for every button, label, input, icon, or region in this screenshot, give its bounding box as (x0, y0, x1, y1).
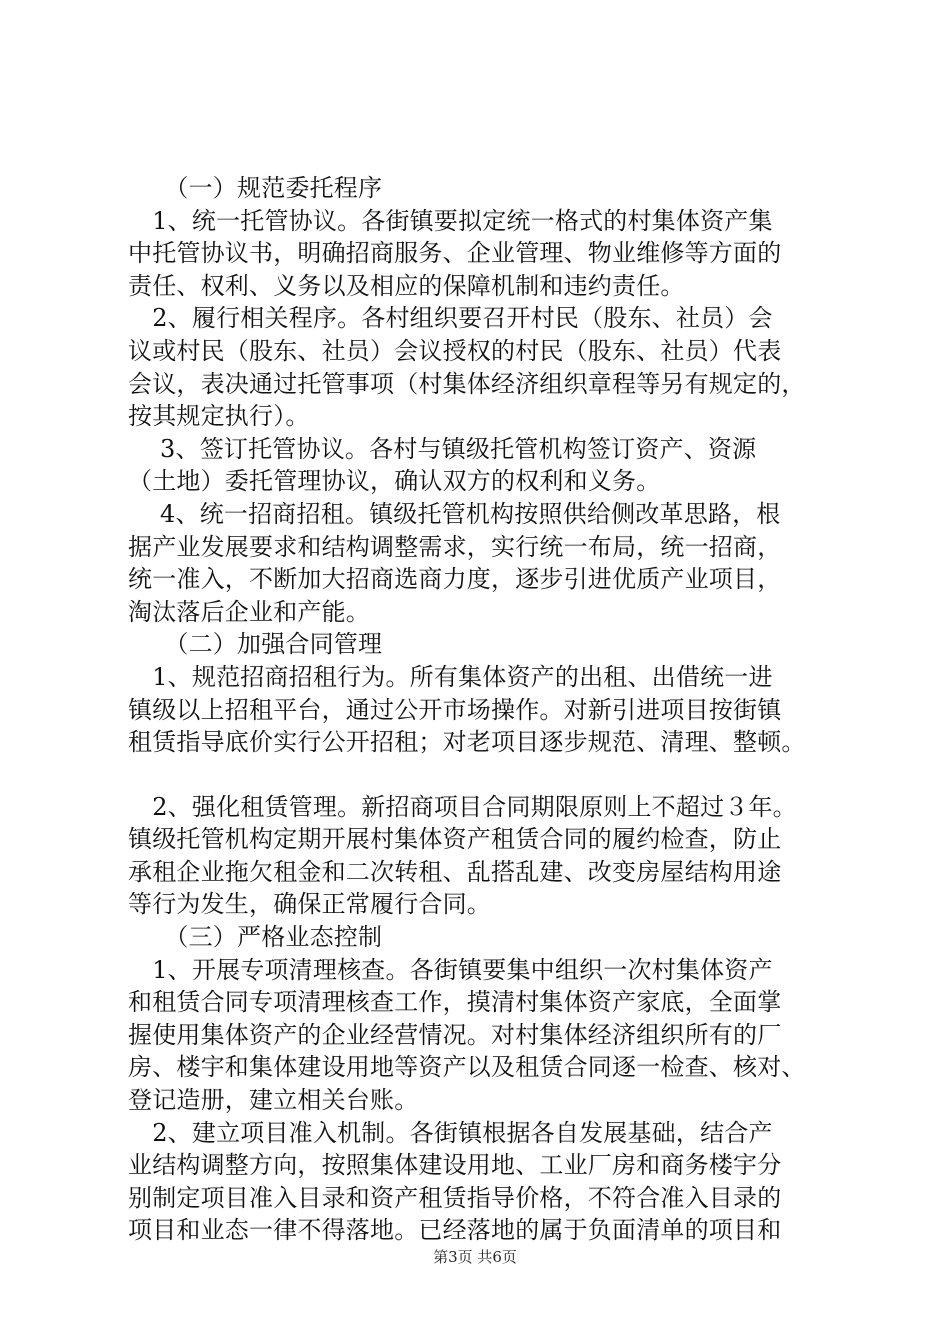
paragraph-line: 2、强化租赁管理。新招商项目合同期限原则上不超过３年。 (128, 792, 797, 821)
paragraph-line: 别制定项目准入目录和资产租赁指导价格，不符合准入目录的 (128, 1183, 782, 1212)
paragraph-line: 淘汰落后企业和产能。 (128, 597, 370, 626)
paragraph-line: 握使用集体资产的企业经营情况。对村集体经济组织所有的厂 (128, 1020, 782, 1049)
section-heading-1: （一）规范委托程序 (128, 174, 383, 202)
paragraph-line: 按其规定执行）。 (128, 402, 310, 431)
paragraph-line: 4、统一招商招租。镇级托管机构按照供给侧改革思路，根 (128, 499, 781, 528)
paragraph-line: 责任、权利、义务以及相应的保障机制和违约责任。 (128, 271, 685, 300)
paragraph-line: 和租赁合同专项清理核查工作，摸清村集体资产家底，全面掌 (128, 988, 782, 1017)
paragraph-line: 镇级托管机构定期开展村集体资产租赁合同的履约检查，防止 (128, 825, 782, 854)
blank-line (128, 759, 832, 791)
paragraph-line: 统一准入，不断加大招商选商力度，逐步引进优质产业项目， (128, 565, 782, 594)
paragraph-line: 3、签订托管协议。各村与镇级托管机构签订资产、资源 (128, 434, 757, 463)
paragraph-line: 1、开展专项清理核查。各街镇要集中组织一次村集体资产 (128, 955, 773, 984)
paragraph-line: 等行为发生，确保正常履行合同。 (128, 890, 491, 919)
paragraph-line: 2、履行相关程序。各村组织要召开村民（股东、社员）会 (128, 304, 773, 333)
section-heading-3: （三）严格业态控制 (128, 923, 383, 952)
document-body (128, 172, 832, 1247)
paragraph-line: 房、楼宇和集体建设用地等资产以及租赁合同逐一检查、核对、 (128, 1053, 806, 1082)
paragraph-line: 议或村民（股东、社员）会议授权的村民（股东、社员）代表 (128, 336, 782, 365)
paragraph-line: 1、规范招商招租行为。所有集体资产的出租、出借统一进 (128, 662, 773, 691)
paragraph-line: （土地）委托管理协议，确认双方的权利和义务。 (128, 467, 661, 496)
paragraph-line: 1、统一托管协议。各街镇要拟定统一格式的村集体资产集 (128, 206, 773, 235)
paragraph-line: 据产业发展要求和结构调整需求，实行统一布局，统一招商， (128, 532, 782, 561)
paragraph-line: 承租企业拖欠租金和二次转租、乱搭乱建、改变房屋结构用途 (128, 857, 782, 886)
paragraph-line: 登记造册，建立相关台账。 (128, 1086, 419, 1115)
section-heading-2: （二）加强合同管理 (128, 630, 383, 659)
paragraph-line: 项目和业态一律不得落地。已经落地的属于负面清单的项目和 (128, 1216, 782, 1245)
paragraph-line: 租赁指导底价实行公开招租；对老项目逐步规范、清理、整顿。 (128, 728, 806, 757)
paragraph-line: 镇级以上招租平台，通过公开市场操作。对新引进项目按街镇 (128, 695, 782, 724)
paragraph-line: 中托管协议书，明确招商服务、企业管理、物业维修等方面的 (128, 239, 782, 268)
paragraph-line: 会议，表决通过托管事项（村集体经济组织章程等另有规定的， (128, 369, 806, 398)
paragraph-line: 2、建立项目准入机制。各街镇根据各自发展基础，结合产 (128, 1118, 773, 1147)
page-footer: 第3页 共6页 (433, 1248, 517, 1266)
paragraph-line: 业结构调整方向，按照集体建设用地、工业厂房和商务楼宇分 (128, 1151, 782, 1180)
